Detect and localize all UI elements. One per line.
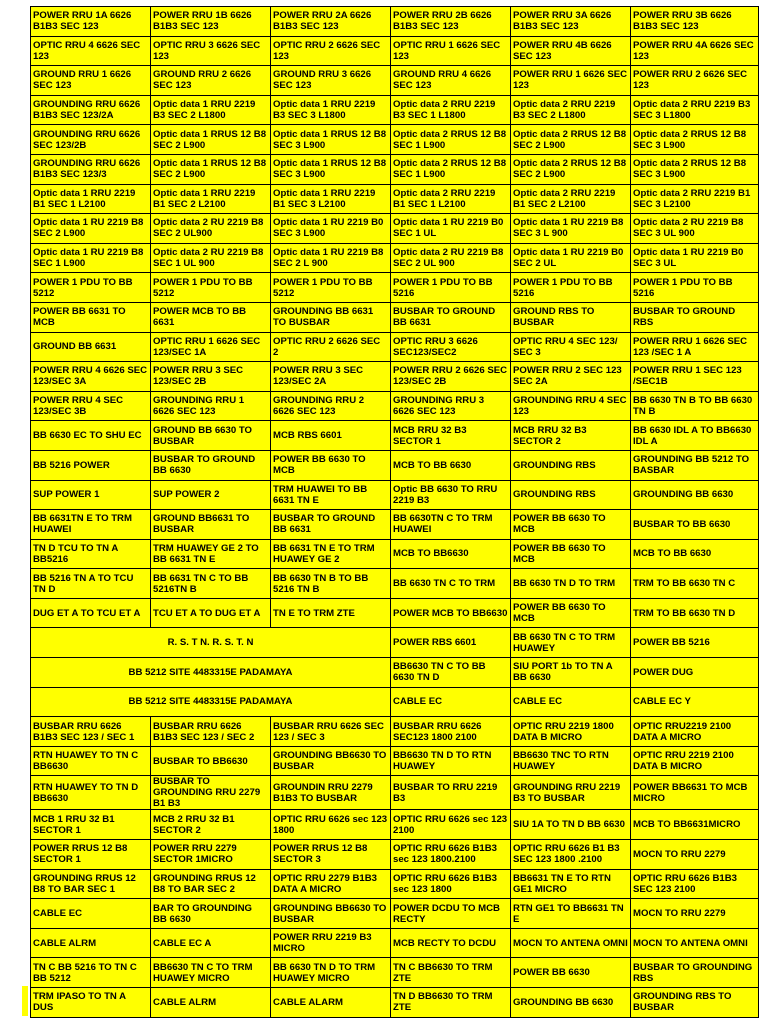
table-cell: POWER RRU 2 SEC 123 SEC 2A [511,362,631,392]
table-cell: RTN HUAWEY TO TN C BB6630 [31,746,151,776]
table-cell: BUSBAR TO RRU 2219 B3 [391,776,511,810]
table-cell: POWER 1 PDU TO BB 5216 [511,273,631,303]
table-cell: BUSBAR RRU 6626 B1B3 SEC 123 / SEC 2 [151,717,271,747]
table-cell: BB 5216 TN A TO TCU TN D [31,569,151,599]
table-cell: Optic data 2 RU 2219 B8 SEC 2 UL900 [151,214,271,244]
table-cell: Optic data 2 RRU 2219 B3 SEC 1 L1800 [391,95,511,125]
table-cell: CABLE ALRM [151,988,271,1018]
table-cell: MCB RRU 32 B3 SECTOR 1 [391,421,511,451]
table-cell: OPTIC RRU 6626 B1B3 sec 123 1800.2100 [391,840,511,870]
table-cell: BB 6630 TN D TO TRM HUAWEY MICRO [271,958,391,988]
table-cell: GROUND RRU 3 6626 SEC 123 [271,66,391,96]
table-cell: BB 5216 POWER [31,450,151,480]
table-cell: Optic data 1 RU 2219 B8 SEC 2 L900 [31,214,151,244]
table-row [31,125,759,155]
label-table [30,6,759,1018]
table-cell: OPTIC RRU 3 6626 SEC 123 [151,36,271,66]
table-cell: RTN GE1 TO BB6631 TN E [511,899,631,929]
table-row [31,869,759,899]
table-cell: POWER RBS 6601 [391,628,511,658]
table-cell: OPTIC RRU 6626 B1B3 SEC 123 2100 [631,869,759,899]
table-cell: POWER RRU 4 SEC 123/SEC 3B [31,391,151,421]
table-cell: MCB 2 RRU 32 B1 SECTOR 2 [151,810,271,840]
table-cell: MCB 1 RRU 32 B1 SECTOR 1 [31,810,151,840]
table-cell: POWER RRUS 12 B8 SECTOR 3 [271,840,391,870]
table-cell: MCB TO BB 6630 [391,450,511,480]
table-cell: Optic data 1 RRU 2219 B3 SEC 3 L1800 [271,95,391,125]
table-cell: OPTIC RRU 1 6626 SEC 123 [391,36,511,66]
table-cell: MCB TO BB 6630 [631,539,759,569]
table-cell: Optic data 2 RRUS 12 B8 SEC 2 L900 [511,125,631,155]
table-cell: Optic data 2 RRU 2219 B1 SEC 1 L2100 [391,184,511,214]
table-cell: OPTIC RRU 1 6626 SEC 123/SEC 1A [151,332,271,362]
table-cell: TRM TO BB 6630 TN C [631,569,759,599]
table-cell: POWER RRU 4B 6626 SEC 123 [511,36,631,66]
table-cell: TN D BB6630 TO TRM ZTE [391,988,511,1018]
table-row [31,628,759,658]
table-cell: GROUNDING RRUS 12 B8 TO BAR SEC 2 [151,869,271,899]
table-cell: POWER RRU 1 6626 SEC 123 [511,66,631,96]
table-row [31,840,759,870]
table-cell: Optic data 2 RRUS 12 B8 SEC 1 L900 [391,154,511,184]
table-cell: TN C BB6630 TO TRM ZTE [391,958,511,988]
table-cell: CABLE EC [511,687,631,717]
table-body-bottom [31,717,759,1017]
table-cell: BUSBAR RRU 6626 B1B3 SEC 123 / SEC 1 [31,717,151,747]
table-cell: MOCN TO ANTENA OMNI [511,928,631,958]
table-cell: GROUNDING RRU 2 6626 SEC 123 [271,391,391,421]
table-cell: TN C BB 5216 TO TN C BB 5212 [31,958,151,988]
table-cell: BB 6630TN C TO TRM HUAWEI [391,510,511,540]
table-cell: Optic data 1 RU 2219 B0 SEC 2 UL [511,243,631,273]
table-row [31,480,759,510]
table-cell: Optic data 1 RU 2219 B0 SEC 1 UL [391,214,511,244]
table-cell: POWER RRU 1A 6626 B1B3 SEC 123 [31,7,151,37]
highlight-mark [22,986,28,1016]
table-cell: TRM TO BB 6630 TN D [631,598,759,628]
table-cell: POWER MCB TO BB6630 [391,598,511,628]
table-row [31,569,759,599]
table-cell: GROUNDING RRU 2219 B3 TO BUSBAR [511,776,631,810]
table-cell: GROUNDING RBS TO BUSBAR [631,988,759,1018]
table-cell: BB 6630 TN B TO BB 6630 TN B [631,391,759,421]
table-body-merged [31,628,759,717]
table-row [31,332,759,362]
table-cell: BB6630 TN C TO BB 6630 TN D [391,658,511,688]
table-cell: POWER RRU 2B 6626 B1B3 SEC 123 [391,7,511,37]
table-cell: GROUNDING BB 6631 TO BUSBAR [271,302,391,332]
table-cell: TRM HUAWEY GE 2 TO BB 6631 TN E [151,539,271,569]
table-cell: POWER RRU 2A 6626 B1B3 SEC 123 [271,7,391,37]
table-cell: TN D TCU TO TN A BB5216 [31,539,151,569]
table-cell: OPTIC RRU 6626 B1B3 sec 123 1800 [391,869,511,899]
table-cell: GROUNDING RBS [511,480,631,510]
table-cell: POWER 1 PDU TO BB 5212 [151,273,271,303]
table-cell: POWER RRU 3B 6626 B1B3 SEC 123 [631,7,759,37]
table-cell: GROUND RBS TO BUSBAR [511,302,631,332]
table-cell: POWER BB 6630 TO MCB [511,598,631,628]
table-cell: GROUNDING BB 6630 [631,480,759,510]
table-cell: BUSBAR TO GROUND BB 6630 [151,450,271,480]
table-cell: CABLE EC [391,687,511,717]
table-cell: Optic data 1 RRUS 12 B8 SEC 2 L900 [151,154,271,184]
table-cell: CABLE EC A [151,928,271,958]
table-row [31,687,759,717]
table-cell: Optic data 2 RRU 2219 B3 SEC 3 L1800 [631,95,759,125]
table-cell: Optic data 2 RU 2219 B8 SEC 1 UL 900 [151,243,271,273]
table-row [31,302,759,332]
table-cell: RTN HUAWEY TO TN D BB6630 [31,776,151,810]
table-cell: POWER RRU 2 6626 SEC 123 [631,66,759,96]
table-cell: GROUND BB6631 TO BUSBAR [151,510,271,540]
table-cell: Optic data 1 RRU 2219 B1 SEC 2 L2100 [151,184,271,214]
table-row [31,958,759,988]
table-cell: Optic data 2 RU 2219 B8 SEC 3 UL 900 [631,214,759,244]
table-row [31,928,759,958]
table-cell: POWER DUG [631,658,759,688]
table-cell: GROUNDING BB6630 TO BUSBAR [271,899,391,929]
table-cell: MCB RBS 6601 [271,421,391,451]
table-cell: GROUNDING BB 5212 TO BASBAR [631,450,759,480]
table-cell: POWER RRU 1 6626 SEC 123 /SEC 1 A [631,332,759,362]
table-cell: BUSBAR TO GROUNDING RRU 2279 B1 B3 [151,776,271,810]
table-cell: BB6630 TN C TO TRM HUAWEY MICRO [151,958,271,988]
table-cell: GROUNDING RRU 4 SEC 123 [511,391,631,421]
table-cell: Optic data 1 RU 2219 B0 SEC 3 L900 [271,214,391,244]
table-cell: CABLE ALARM [271,988,391,1018]
table-cell: POWER BB 6631 TO MCB [31,302,151,332]
table-row [31,776,759,810]
table-row [31,717,759,747]
table-cell: BB 6630 TN C TO TRM [391,569,511,599]
table-cell: Optic data 2 RRUS 12 B8 SEC 2 L900 [511,154,631,184]
table-cell: TCU ET A TO DUG ET A [151,598,271,628]
table-cell: Optic data 2 RRU 2219 B1 SEC 3 L2100 [631,184,759,214]
table-cell: OPTIC RRU 2 6626 SEC 2 [271,332,391,362]
table-row [31,214,759,244]
table-cell: Optic data 1 RRU 2219 B1 SEC 1 L2100 [31,184,151,214]
table-cell: POWER RRU 2279 SECTOR 1MICRO [151,840,271,870]
table-cell: POWER RRUS 12 B8 SECTOR 1 [31,840,151,870]
table-row [31,95,759,125]
table-cell: BAR TO GROUNDING BB 6630 [151,899,271,929]
table-cell-merged: BB 5212 SITE 4483315E PADAMAYA [31,658,391,688]
table-cell: BB 6630 TN C TO TRM HUAWEY [511,628,631,658]
table-cell: Optic data 1 RRU 2219 B1 SEC 3 L2100 [271,184,391,214]
table-row [31,362,759,392]
table-cell: POWER RRU 1 SEC 123 /SEC1B [631,362,759,392]
table-cell: BB6631 TN E TO RTN GE1 MICRO [511,869,631,899]
table-cell: BB 6631TN E TO TRM HUAWEI [31,510,151,540]
table-cell: TRM IPASO TO TN A DUS [31,988,151,1018]
table-cell: GROUNDING BB6630 TO BUSBAR [271,746,391,776]
table-cell: SUP POWER 2 [151,480,271,510]
table-row [31,184,759,214]
table-cell: GROUNDING RRU 6626 B1B3 SEC 123/2A [31,95,151,125]
table-cell: OPTIC RRU 2219 2100 DATA B MICRO [631,746,759,776]
table-cell: POWER 1 PDU TO BB 5212 [271,273,391,303]
table-cell: POWER DCDU TO MCB RECTY [391,899,511,929]
table-cell: BB6630 TNC TO RTN HUAWEY [511,746,631,776]
table-cell: GROUNDIN RRU 2279 B1B3 TO BUSBAR [271,776,391,810]
table-row [31,421,759,451]
table-row [31,658,759,688]
table-row [31,243,759,273]
table-cell: POWER BB 5216 [631,628,759,658]
table-cell: BB 6630 TN B TO BB 5216 TN B [271,569,391,599]
table-cell: SIU 1A TO TN D BB 6630 [511,810,631,840]
table-cell: BUSBAR RRU 6626 SEC123 1800 2100 [391,717,511,747]
table-row [31,450,759,480]
table-cell: POWER RRU 3A 6626 B1B3 SEC 123 [511,7,631,37]
table-cell: OPTIC RRU 6626 sec 123 2100 [391,810,511,840]
table-cell: POWER RRU 3 SEC 123/SEC 2B [151,362,271,392]
table-cell-merged: R. S. T N. R. S. T. N [31,628,391,658]
table-cell: CABLE ALRM [31,928,151,958]
table-row [31,539,759,569]
table-cell: Optic data 2 RRU 2219 B3 SEC 2 L1800 [511,95,631,125]
table-cell: GROUNDING RRU 6626 B1B3 SEC 123/3 [31,154,151,184]
table-body-top [31,7,759,628]
table-row [31,988,759,1018]
table-cell: DUG ET A TO TCU ET A [31,598,151,628]
table-cell: GROUND RRU 1 6626 SEC 123 [31,66,151,96]
table-cell: MCB RECTY TO DCDU [391,928,511,958]
table-cell: Optic data 1 RU 2219 B0 SEC 3 UL [631,243,759,273]
table-cell: POWER RRU 2219 B3 MICRO [271,928,391,958]
table-cell: BUSBAR RRU 6626 SEC 123 / SEC 3 [271,717,391,747]
label-sheet [30,6,758,1018]
table-cell: MOCN TO ANTENA OMNI [631,928,759,958]
table-row [31,746,759,776]
table-cell: POWER RRU 1B 6626 B1B3 SEC 123 [151,7,271,37]
table-cell: GROUNDING RRU 6626 SEC 123/2B [31,125,151,155]
table-cell: GROUND BB 6630 TO BUSBAR [151,421,271,451]
table-cell: POWER BB 6630 TO MCB [511,539,631,569]
table-cell: SIU PORT 1b TO TN A BB 6630 [511,658,631,688]
table-row [31,154,759,184]
table-cell: POWER RRU 4 6626 SEC 123/SEC 3A [31,362,151,392]
table-cell: GROUND BB 6631 [31,332,151,362]
table-cell: BUSBAR TO GROUNDING RBS [631,958,759,988]
table-cell: MOCN TO RRU 2279 [631,840,759,870]
table-cell: GROUNDING RRU 1 6626 SEC 123 [151,391,271,421]
table-cell: Optic BB 6630 TO RRU 2219 B3 [391,480,511,510]
table-cell: BUSBAR TO BB 6630 [631,510,759,540]
table-cell: GROUND RRU 2 6626 SEC 123 [151,66,271,96]
table-cell: BB 6630 EC TO SHU EC [31,421,151,451]
table-cell: MCB TO BB6630 [391,539,511,569]
table-cell: POWER MCB TO BB 6631 [151,302,271,332]
table-cell: POWER RRU 2 6626 SEC 123/SEC 2B [391,362,511,392]
table-cell: Optic data 1 RU 2219 B8 SEC 1 L900 [31,243,151,273]
table-cell: BB 6631 TN E TO TRM HUAWEY GE 2 [271,539,391,569]
table-cell: CABLE EC [31,899,151,929]
table-cell: BB 6630 TN D TO TRM [511,569,631,599]
table-cell: POWER BB6631 TO MCB MICRO [631,776,759,810]
table-cell: OPTIC RRU 2 6626 SEC 123 [271,36,391,66]
table-cell: OPTIC RRU 4 6626 SEC 123 [31,36,151,66]
table-cell: Optic data 1 RRU 2219 B3 SEC 2 L1800 [151,95,271,125]
table-cell: POWER BB 6630 TO MCB [271,450,391,480]
table-cell: OPTIC RRU 3 6626 SEC123/SEC2 [391,332,511,362]
table-cell: GROUNDING RRUS 12 B8 TO BAR SEC 1 [31,869,151,899]
table-cell: MOCN TO RRU 2279 [631,899,759,929]
table-cell: Optic data 2 RRUS 12 B8 SEC 3 L900 [631,125,759,155]
table-cell: GROUNDING BB 6630 [511,988,631,1018]
table-cell: POWER BB 6630 TO MCB [511,510,631,540]
table-cell: Optic data 2 RRUS 12 B8 SEC 3 L900 [631,154,759,184]
table-cell: GROUND RRU 4 6626 SEC 123 [391,66,511,96]
table-cell: GROUNDING RBS [511,450,631,480]
table-row [31,899,759,929]
table-cell: POWER 1 PDU TO BB 5212 [31,273,151,303]
table-cell: CABLE EC Y [631,687,759,717]
table-row [31,273,759,303]
table-cell: Optic data 1 RRUS 12 B8 SEC 3 L900 [271,154,391,184]
table-cell: Optic data 2 RRUS 12 B8 SEC 1 L900 [391,125,511,155]
table-cell: GROUNDING RRU 3 6626 SEC 123 [391,391,511,421]
table-cell: POWER 1 PDU TO BB 5216 [631,273,759,303]
table-cell: TN E TO TRM ZTE [271,598,391,628]
table-cell: POWER 1 PDU TO BB 5216 [391,273,511,303]
table-cell: Optic data 1 RU 2219 B8 SEC 3 L 900 [511,214,631,244]
table-cell: BUSBAR TO BB6630 [151,746,271,776]
table-cell: BB 6630 IDL A TO BB6630 IDL A [631,421,759,451]
table-cell: BUSBAR TO GROUND BB 6631 [271,510,391,540]
table-row [31,391,759,421]
table-cell: BB6630 TN D TO RTN HUAWEY [391,746,511,776]
table-cell: TRM HUAWEI TO BB 6631 TN E [271,480,391,510]
table-cell: POWER RRU 3 SEC 123/SEC 2A [271,362,391,392]
table-cell: MCB TO BB6631MICRO [631,810,759,840]
table-cell: OPTIC RRU2219 2100 DATA A MICRO [631,717,759,747]
table-cell-merged: BB 5212 SITE 4483315E PADAMAYA [31,687,391,717]
table-cell: BB 6631 TN C TO BB 5216TN B [151,569,271,599]
table-cell: OPTIC RRU 6626 B1 B3 SEC 123 1800 .2100 [511,840,631,870]
table-cell: Optic data 1 RU 2219 B8 SEC 2 L 900 [271,243,391,273]
table-cell: SUP POWER 1 [31,480,151,510]
table-cell: OPTIC RRU 2219 1800 DATA B MICRO [511,717,631,747]
table-cell: POWER RRU 4A 6626 SEC 123 [631,36,759,66]
table-row [31,36,759,66]
table-row [31,510,759,540]
table-cell: POWER BB 6630 [511,958,631,988]
table-row [31,7,759,37]
table-row [31,810,759,840]
table-row [31,66,759,96]
table-row [31,598,759,628]
table-cell: MCB RRU 32 B3 SECTOR 2 [511,421,631,451]
table-cell: Optic data 2 RU 2219 B8 SEC 2 UL 900 [391,243,511,273]
table-cell: OPTIC RRU 2279 B1B3 DATA A MICRO [271,869,391,899]
table-cell: OPTIC RRU 6626 sec 123 1800 [271,810,391,840]
table-cell: OPTIC RRU 4 SEC 123/ SEC 3 [511,332,631,362]
table-cell: Optic data 2 RRU 2219 B1 SEC 2 L2100 [511,184,631,214]
table-cell: Optic data 1 RRUS 12 B8 SEC 3 L900 [271,125,391,155]
table-cell: BUSBAR TO GROUND BB 6631 [391,302,511,332]
table-cell: Optic data 1 RRUS 12 B8 SEC 2 L900 [151,125,271,155]
table-cell: BUSBAR TO GROUND RBS [631,302,759,332]
